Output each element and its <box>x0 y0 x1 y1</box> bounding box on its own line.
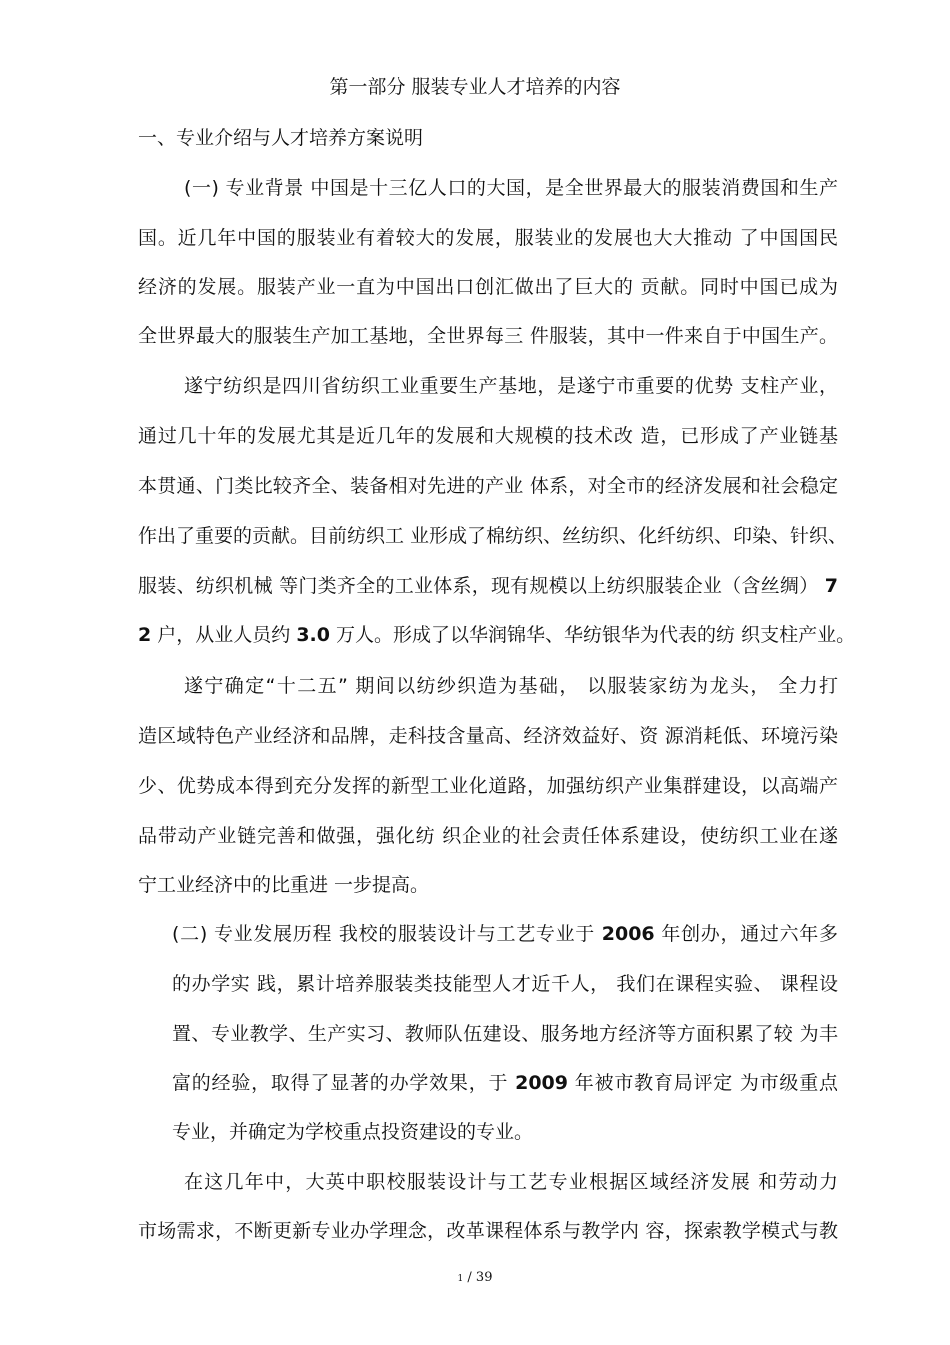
paragraph-3-line-3: 少、优势成本得到充分发挥的新型工业化道路，加强纺织产业集群建设，以高端产 <box>138 775 838 797</box>
enterprise-count-digit-2: 2 <box>138 624 152 646</box>
page-number <box>0 1268 950 1289</box>
page-number-separator: / <box>463 1270 476 1285</box>
paragraph-4-line-5: 专业，并确定为学校重点投资建设的专业。 <box>172 1121 534 1143</box>
paragraph-5-line-1: 在这几年中，大英中职校服装设计与工艺专业根据区域经济发展 和劳动力 <box>184 1171 838 1193</box>
employee-label: 户，从业人员约 <box>151 624 297 646</box>
paragraph-1-line-1: (一) 专业背景 中国是十三亿人口的大国，是全世界最大的服装消费国和生产 <box>184 177 838 199</box>
page-number-total: 39 <box>475 1270 493 1285</box>
paragraph-4-line-1-b: 年创办，通过六年多 <box>654 923 838 945</box>
paragraph-3-line-2: 造区域特色产业经济和品牌，走科技含量高、经济效益好、资 源消耗低、环境污染 <box>138 725 838 747</box>
paragraph-3-line-5: 宁工业经济中的比重进 一步提高。 <box>138 874 430 896</box>
paragraph-4-line-2: 的办学实 践，累计培养服装类技能型人才近千人， 我们在课程实验、 课程设 <box>172 973 838 995</box>
page-title: 第一部分 服装专业人才培养的内容 <box>329 76 621 98</box>
page-number-current: 1 <box>457 1274 464 1284</box>
paragraph-2-line-6 <box>138 620 856 650</box>
paragraph-1-line-4: 全世界最大的服装生产加工基地，全世界每三 件服装，其中一件来自于中国生产。 <box>138 325 838 347</box>
paragraph-4-line-3: 置、专业教学、生产实习、教师队伍建设、服务地方经济等方面积累了较 为丰 <box>172 1023 838 1045</box>
paragraph-2-line-1: 遂宁纺织是四川省纺织工业重要生产基地，是遂宁市重要的优势 支柱产业， <box>184 375 838 397</box>
paragraph-4-line-4-b: 年被市教育局评定 为市级重点 <box>567 1072 838 1094</box>
paragraph-2-line-5-text: 服装、纺织机械 等门类齐全的工业体系，现有规模以上纺织服装企业（含丝绸） <box>138 575 819 597</box>
enterprise-count-digit-1: 7 <box>824 575 838 597</box>
paragraph-3-line-1: 遂宁确定“十二五” 期间以纺纱织造为基础， 以服装家纺为龙头， 全力打 <box>184 675 838 697</box>
paragraph-3-line-4: 品带动产业链完善和做强，强化纺 织企业的社会责任体系建设，使纺织工业在遂 <box>138 825 838 847</box>
paragraph-2-line-5 <box>138 571 838 601</box>
employee-count: 3.0 <box>296 624 330 646</box>
key-major-year: 2009 <box>515 1072 568 1094</box>
founding-year: 2006 <box>601 923 655 945</box>
paragraph-5-line-2: 市场需求，不断更新专业办学理念，改革课程体系与教学内 容，探索教学模式与教 <box>138 1220 838 1242</box>
paragraph-2-line-3: 本贯通、门类比较齐全、装备相对先进的产业 体系，对全市的经济发展和社会稳定 <box>138 475 838 497</box>
paragraph-4-line-4 <box>172 1068 838 1098</box>
paragraph-1-line-3: 经济的发展。服装产业一直为中国出口创汇做出了巨大的 贡献。同时中国已成为 <box>138 276 838 298</box>
paragraph-4-line-1-a: (二) 专业发展历程 我校的服装设计与工艺专业于 <box>172 923 602 945</box>
paragraph-4-line-4-a: 富的经验，取得了显著的办学效果，于 <box>172 1072 516 1094</box>
paragraph-1-line-2: 国。近几年中国的服装业有着较大的发展，服装业的发展也大大推动 了中国国民 <box>138 227 838 249</box>
paragraph-2-line-6-tail: 万人。形成了以华润锦华、华纺银华为代表的纺 织支柱产业。 <box>330 624 856 646</box>
paragraph-2-line-2: 通过几十年的发展尤其是近几年的发展和大规模的技术改 造，已形成了产业链基 <box>138 425 838 447</box>
section-heading: 一、专业介绍与人才培养方案说明 <box>138 127 424 149</box>
paragraph-4-line-1 <box>172 919 838 949</box>
paragraph-2-line-4: 作出了重要的贡献。目前纺织工 业形成了棉纺织、丝纺织、化纤纺织、印染、针织、 <box>138 525 848 547</box>
